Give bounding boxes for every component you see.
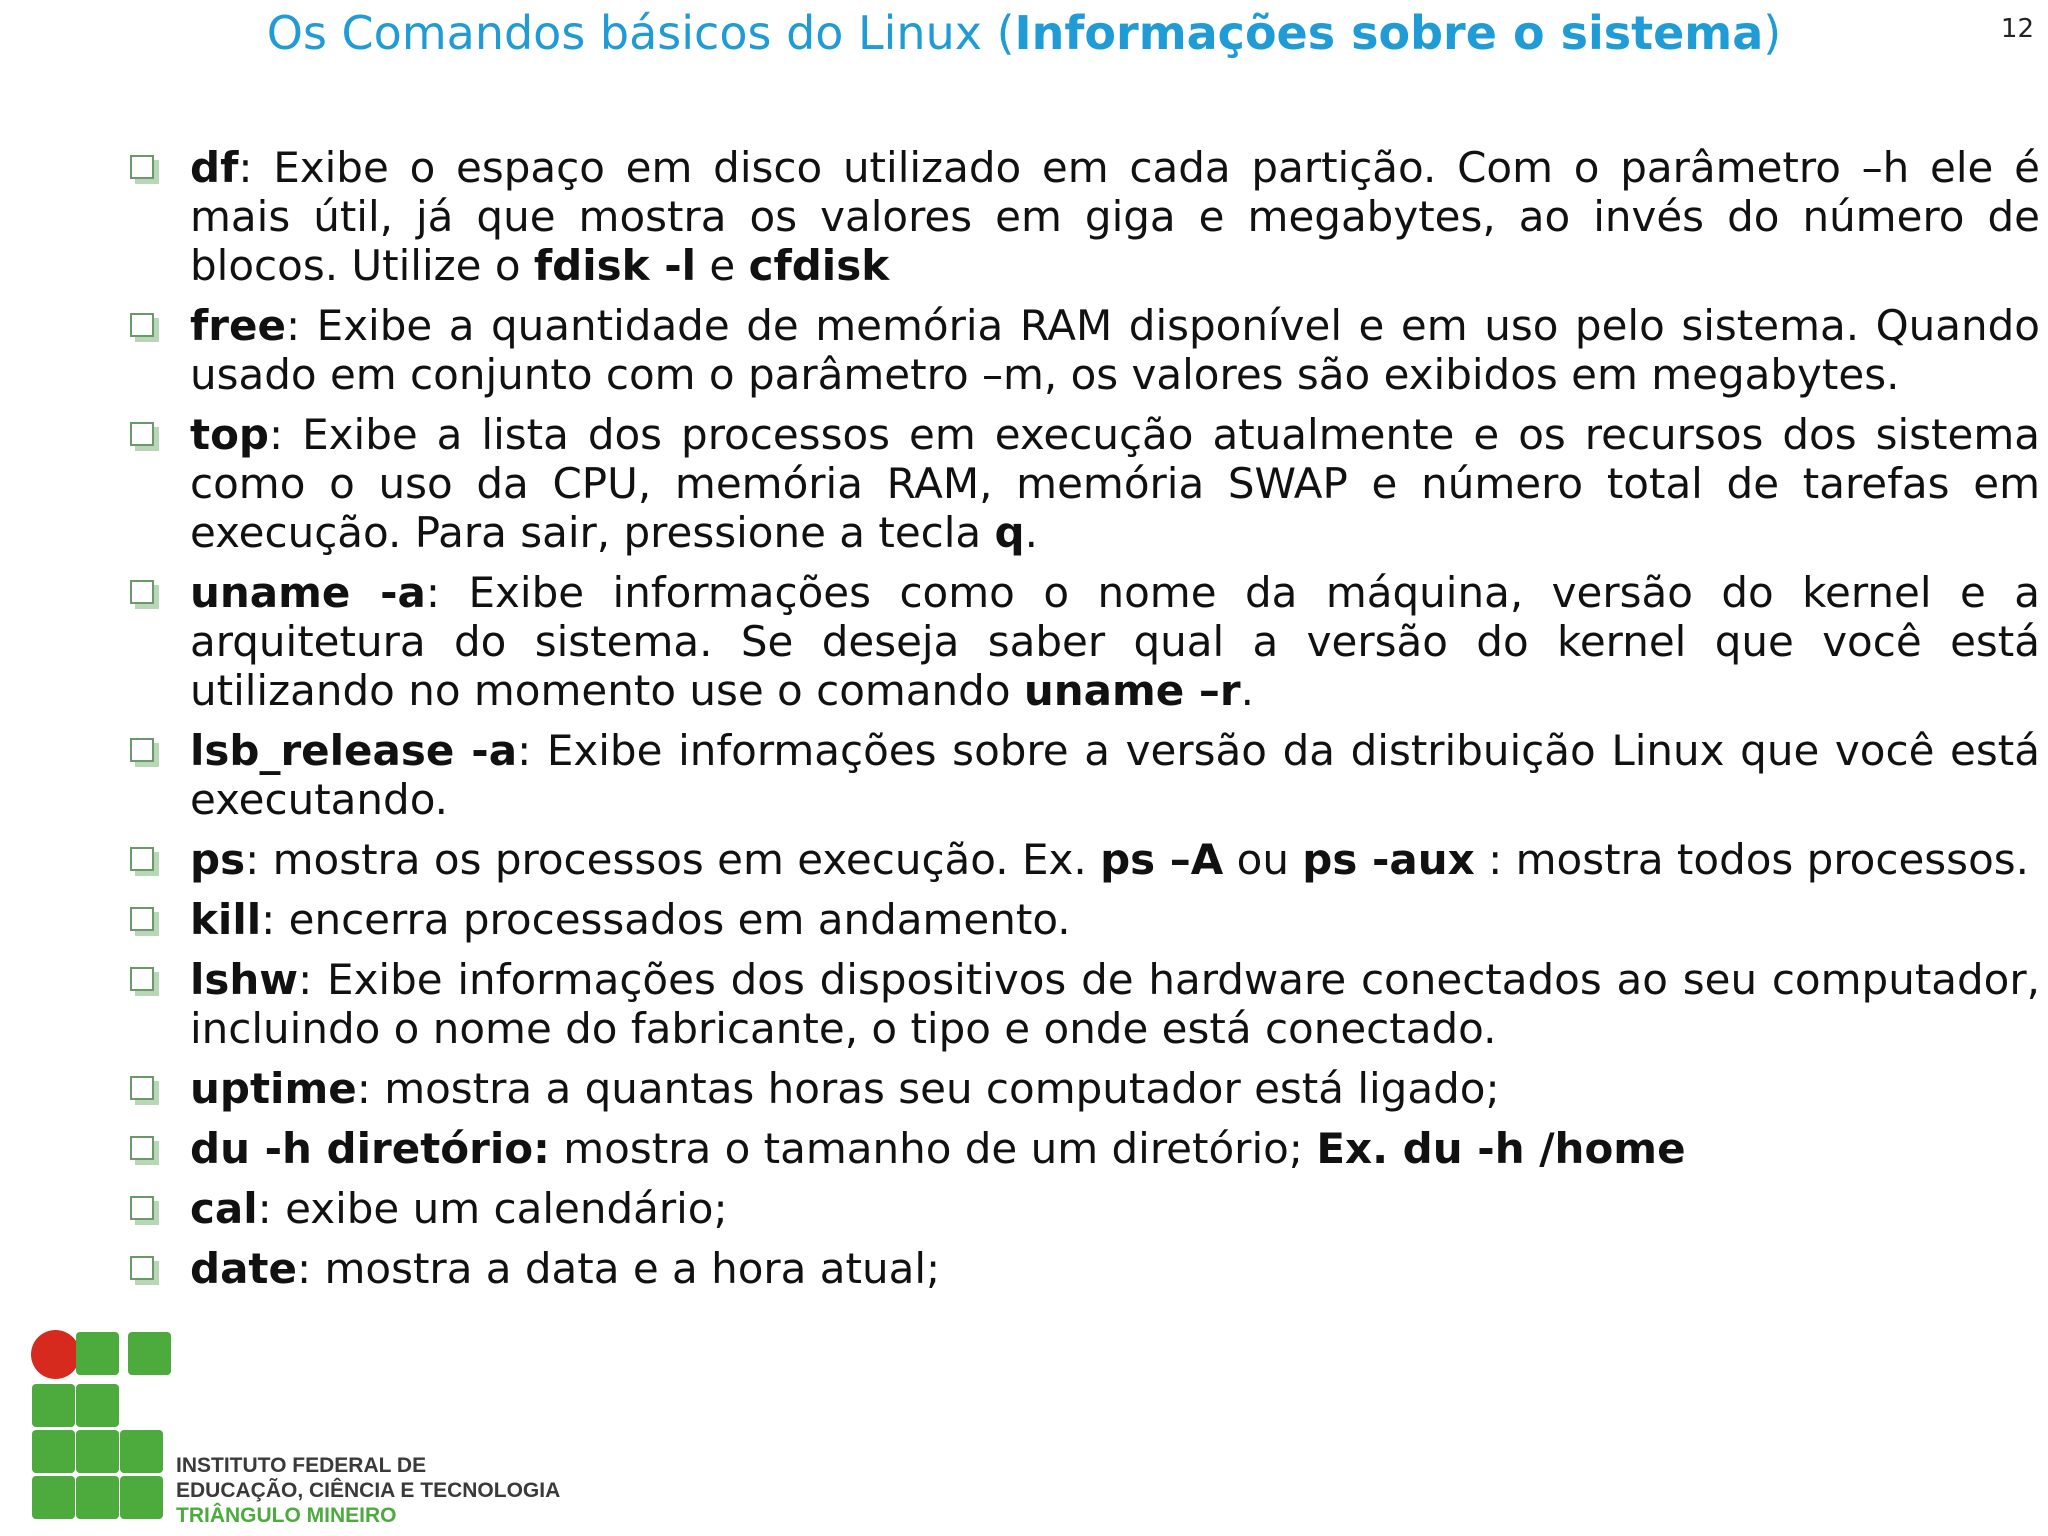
checkbox-bullet-icon (130, 1196, 154, 1220)
command-name: df (190, 143, 239, 192)
command-description: : mostra os processos em execução. Ex. (245, 835, 1101, 884)
logo-square (120, 1476, 163, 1519)
list-item (120, 301, 2040, 399)
command-name: top (190, 410, 269, 459)
checkbox-bullet-icon (130, 155, 154, 179)
checkbox-bullet-icon (130, 1136, 154, 1160)
command-description: : Exibe informações sobre a versão da distribuição Linux que você está executando. (190, 726, 2040, 824)
checkbox-bullet-icon (130, 580, 154, 604)
list-item (120, 143, 2040, 290)
logo-square (76, 1476, 119, 1519)
logo-square (76, 1384, 119, 1427)
list-item (120, 1124, 2040, 1173)
command-name: uptime (190, 1064, 357, 1113)
title-emphasis: Informações sobre o sistema (1014, 6, 1764, 60)
command-example: uname –r (1023, 666, 1241, 715)
command-example: fdisk -l (533, 241, 697, 290)
command-name: kill (190, 895, 262, 944)
logo-square (120, 1430, 163, 1473)
command-description: : encerra processados em andamento. (261, 895, 1071, 944)
command-description: : mostra a data e a hora atual; (296, 1244, 941, 1293)
checkbox-bullet-icon (130, 967, 154, 991)
command-description: mostra o tamanho de um diretório; (549, 1124, 1317, 1173)
list-item (120, 1064, 2040, 1113)
list-item (120, 1244, 2040, 1293)
title-prefix: Os Comandos básicos do Linux ( (266, 6, 1015, 60)
logo-line-2: EDUCAÇÃO, CIÊNCIA E TECNOLOGIA (176, 1479, 561, 1502)
command-connector: : mostra todos processos. (1474, 835, 2029, 884)
command-example: q (994, 508, 1025, 557)
checkbox-bullet-icon (130, 907, 154, 931)
logo-square (128, 1332, 171, 1375)
logo-square (32, 1430, 75, 1473)
command-name: date (190, 1244, 297, 1293)
checkbox-bullet-icon (130, 313, 154, 337)
command-example: ps –A (1100, 835, 1224, 884)
slide-title (0, 6, 2048, 61)
checkbox-bullet-icon (130, 738, 154, 762)
logo-square (76, 1332, 119, 1375)
logo-square (32, 1384, 75, 1427)
list-item (120, 568, 2040, 715)
list-item (120, 410, 2040, 557)
command-description: : exibe um calendário; (257, 1184, 728, 1233)
command-description: : Exibe informações como o nome da máquina, versão do kernel e a arquitetura do sistema. Se deseja saber qual a versão do kernel que você está utilizando no momento use o comando (190, 568, 2040, 715)
command-list (120, 143, 2040, 1304)
command-name: ps (190, 835, 246, 884)
command-connector: ou (1223, 835, 1303, 884)
command-description: : mostra a quantas horas seu computador está ligado; (356, 1064, 1500, 1113)
list-item (120, 835, 2040, 884)
institute-logo (28, 1330, 561, 1536)
logo-square (32, 1476, 75, 1519)
logo-line-1: INSTITUTO FEDERAL DE (176, 1454, 427, 1477)
command-description: : Exibe o espaço em disco utilizado em cada partição. Com o parâmetro –h ele é mais útil, já que mostra os valores em giga e megabytes, ao invés do número de blocos. Utilize o (190, 143, 2040, 290)
command-description: : Exibe informações dos dispositivos de hardware conectados ao seu computador, incluindo o nome do fabricante, o tipo e onde está conectado. (190, 955, 2040, 1053)
command-name: du -h diretório: (190, 1124, 550, 1173)
checkbox-bullet-icon (130, 1256, 154, 1280)
page-number: 12 (2000, 14, 2034, 44)
list-item (120, 895, 2040, 944)
title-suffix: ) (1763, 6, 1782, 60)
list-item (120, 1184, 2040, 1233)
checkbox-bullet-icon (130, 422, 154, 446)
command-name: free (190, 301, 286, 350)
logo-line-3: TRIÂNGULO MINEIRO (176, 1504, 397, 1527)
logo-red-circle (31, 1330, 80, 1379)
command-description: : Exibe a lista dos processos em execução atualmente e os recursos dos sistema como o uso da CPU, memória RAM, memória SWAP e número total de tarefas em execução. Para sair, pressione a tecla (190, 410, 2040, 557)
command-connector: e (696, 241, 749, 290)
command-description: : Exibe a quantidade de memória RAM disponível e em uso pelo sistema. Quando usado em conjunto com o parâmetro –m, os valores são exibidos em megabytes. (190, 301, 2040, 399)
checkbox-bullet-icon (130, 1076, 154, 1100)
command-example: cfdisk (748, 241, 890, 290)
command-connector: . (1024, 508, 1038, 557)
logo-text (176, 1453, 560, 1528)
command-example: ps -aux (1302, 835, 1475, 884)
checkbox-bullet-icon (130, 847, 154, 871)
command-name: lsb_release -a (190, 726, 518, 775)
command-example: Ex. du -h /home (1316, 1124, 1686, 1173)
list-item (120, 955, 2040, 1053)
logo-square (76, 1430, 119, 1473)
command-name: lshw (190, 955, 299, 1004)
command-name: uname -a (190, 568, 426, 617)
logo-grid-icon (28, 1330, 168, 1530)
command-name: cal (190, 1184, 258, 1233)
list-item (120, 726, 2040, 824)
command-connector: . (1240, 666, 1254, 715)
